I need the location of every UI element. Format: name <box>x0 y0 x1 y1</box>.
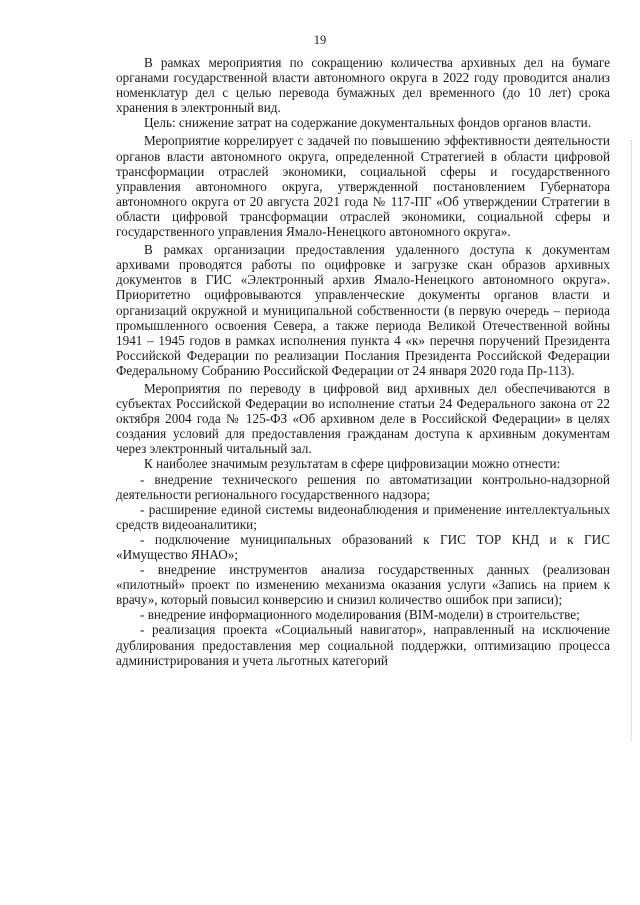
list-item-data-analysis: - внедрение инструментов анализа государственных данных (реализован «пилотный» проект по изменению механизма оказания услуги «Запись на прием к врачу», который повысил конверсию и снизил количество ошибок при записи); <box>116 562 610 608</box>
list-item-social-navigator: - реализация проекта «Социальный навигатор», направленный на исключение дублирования предоставления мер социальной поддержки, оптимизацию процесса администрирования и учета льготных категорий <box>116 622 610 668</box>
scan-edge-mark <box>630 140 632 740</box>
paragraph-goal: Цель: снижение затрат на содержание документальных фондов органов власти. <box>144 115 592 131</box>
list-item-video-surveillance: - расширение единой системы видеонаблюдения и применение интеллектуальных средств видеоаналитики; <box>116 501 610 532</box>
paragraph-remote-access: В рамках организации предоставления удаленного доступа к документам архивами проводятся работы по оцифровке и загрузке скан образов архивных документов в ГИС «Электронный архив Ямало-Ненецкого автономного округа». Приоритетно оцифровываются управленческие документы органов власти и организаций окружной и муниципальной собственности (в первую очередь – периода промышленного освоения Севера, а также периода Великой Отечественной войны 1941 – 1945 годов в рамках исполнения пункта 4 «к» перечня поручений Президента Российской Федерации по реализации Послания Президента Российской Федерации Федеральному Собранию Российской Федерации от 24 января 2020 года Пр-113). <box>116 242 610 378</box>
list-item-bim-modeling: - внедрение информационного моделирования (BIM-модели) в строительстве; <box>140 607 580 623</box>
page-number: 19 <box>313 33 327 47</box>
paragraph-archive-reduction: В рамках мероприятия по сокращению количества архивных дел на бумаге органами государственной власти автономного округа в 2022 году проводится анализ номенклатур дел с целью перевода бумажных дел временного (до 10 лет) срока хранения в электронный вид. <box>116 55 610 116</box>
paragraph-strategy-correlation: Мероприятие коррелирует с задачей по повышению эффективности деятельности органов власти автономного округа, определенной Стратегией в области цифровой трансформации отраслей экономики, социальной сферы и государственного управления автономного округа, утвержденной постановлением Губернатора автономного округа от 20 августа 2021 года № 117-ПГ «Об утверждении Стратегии в области цифровой трансформации отраслей экономики, социальной сферы и государственного управления Ямало-Ненецкого автономного округа». <box>116 133 610 240</box>
list-item-gis-connection: - подключение муниципальных образований к ГИС ТОР КНД и к ГИС «Имущество ЯНАО»; <box>116 531 610 562</box>
paragraph-federal-law: Мероприятия по переводу в цифровой вид архивных дел обеспечиваются в субъектах Российской Федерации во исполнение статьи 24 Федерального закона от 22 октября 2004 года № 125-ФЗ «Об архивном деле в Российской Федерации» в целях создания условий для предоставления гражданам доступа к архивным документам через электронный читальный зал. <box>116 380 610 457</box>
document-body <box>116 55 610 668</box>
list-item-control-supervision: - внедрение технического решения по автоматизации контрольно-надзорной деятельности регионального государственного надзора; <box>116 471 610 502</box>
paragraph-results-intro: К наиболее значимым результатам в сфере цифровизации можно отнести: <box>144 456 561 472</box>
